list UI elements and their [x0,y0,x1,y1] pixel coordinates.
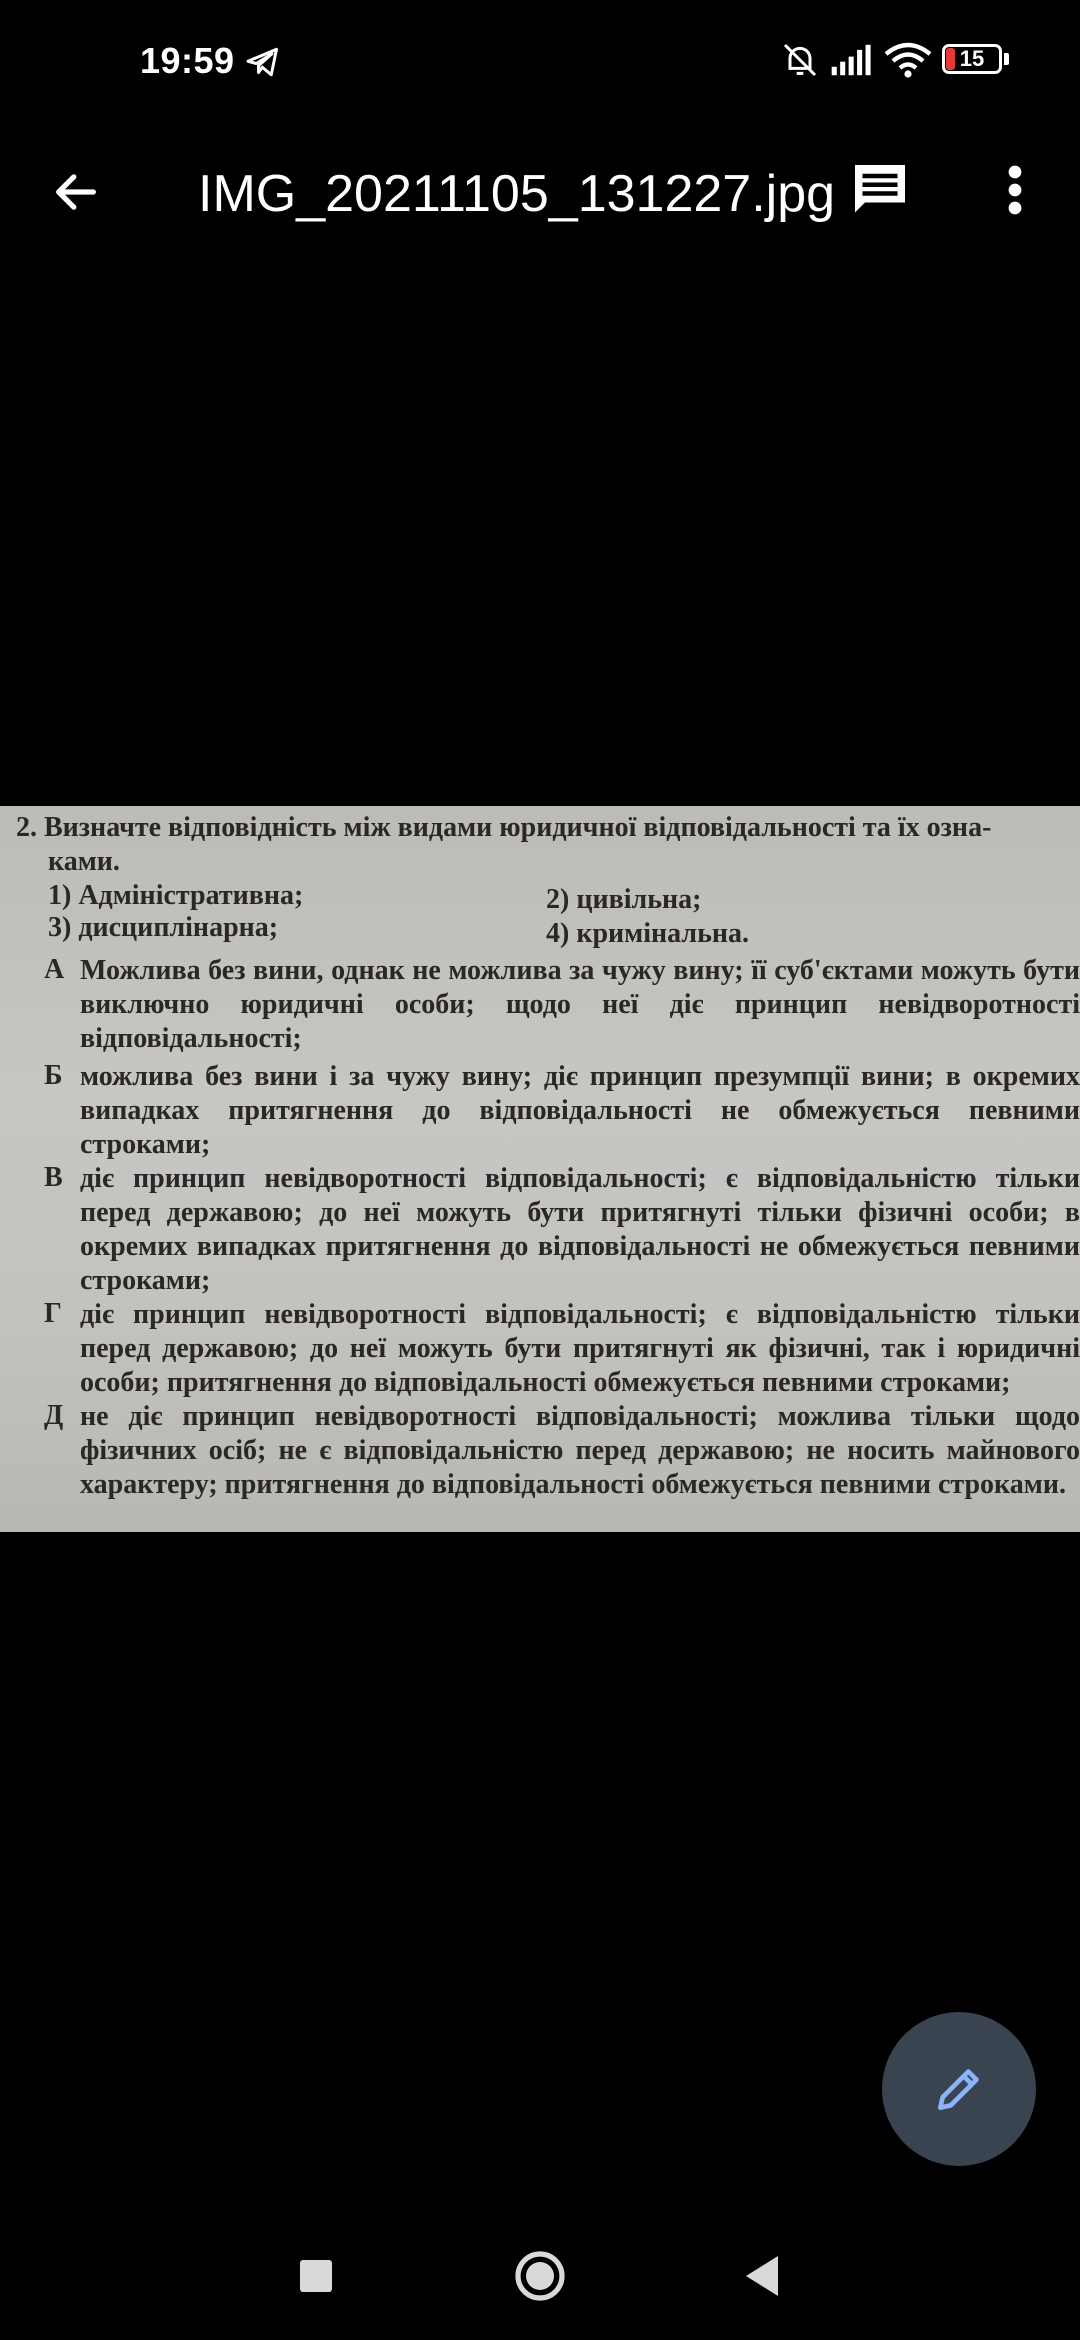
question-line-1: 2. Визначте відповідність між видами юридичної відповідальності та їх озна- [16,812,992,843]
answer-letter: Б [44,1060,63,1091]
answer-text: діє принцип невідворотності відповідальності; є відповідальністю тільки перед державою; до неї можуть бути притягнуті тільки фізичні особи; в окремих випадках притягнення до відповідальності не обмежується певними строками; [80,1163,1080,1296]
option-4: 4) кримінальна. [546,918,750,949]
answer-v [0,1162,1080,1300]
edit-pencil-icon [931,2061,987,2117]
answer-letter: Д [44,1400,64,1431]
bell-off-icon [780,40,820,80]
answer-b [0,1060,1080,1164]
answer-d [0,1400,1080,1532]
answer-letter: А [44,954,65,985]
status-time: 19:59 [140,40,235,81]
edit-fab-button[interactable] [882,2012,1036,2166]
telegram-icon [245,44,281,80]
comment-button[interactable] [840,140,920,240]
comment-icon [850,160,910,220]
back-button[interactable] [36,152,116,232]
status-bar [0,0,1080,120]
file-title: IMG_20211105_131227.jpg [198,165,836,223]
battery-percent: 15 [959,46,985,71]
home-circle-icon[interactable] [514,2250,566,2302]
question-line-2: ками. [48,846,120,877]
signal-icon [830,42,874,78]
more-vert-icon [1007,164,1023,216]
battery-icon [942,44,1010,76]
option-3: 3) дисциплінарна; [48,912,279,943]
answer-text: Можлива без вини, однак не можлива за чужу вину; її суб'єктами можуть бути виключно юридичні особи; щодо неї діє принцип невідворотності відповідальності; [80,955,1080,1054]
answer-letter: В [44,1162,63,1193]
answer-text: діє принцип невідворотності відповідальності; є відповідальністю тільки перед державою; до неї можуть бути притягнуті як фізичні, так і юридичні особи; притягнення до відповідальності обмежується певними строками; [80,1299,1080,1398]
photo-image[interactable] [0,806,1080,1532]
recents-square-icon[interactable] [300,2260,332,2292]
answer-text: не діє принцип невідворотності відповідальності; можлива тільки щодо фізичних осіб; не є відповідальністю перед державою; не носить майнового характеру; притягнення до відповідальності обмежується певними строками. [80,1401,1080,1500]
answer-letter: Г [44,1298,62,1329]
navigation-bar [0,2220,1080,2340]
back-arrow-icon [50,166,102,218]
answer-g [0,1298,1080,1402]
answer-a [0,954,1080,1058]
option-1: 1) Адміністративна; [48,880,304,911]
back-triangle-icon[interactable] [742,2254,782,2298]
more-options-button[interactable] [980,140,1050,240]
answer-text: можлива без вини і за чужу вину; діє принцип презумпції вини; в окремих випадках притягнення до відповідальності не обмежується певними строками; [80,1061,1080,1160]
wifi-icon [884,40,932,80]
app-bar [0,120,1080,240]
option-2: 2) цивільна; [546,884,702,915]
